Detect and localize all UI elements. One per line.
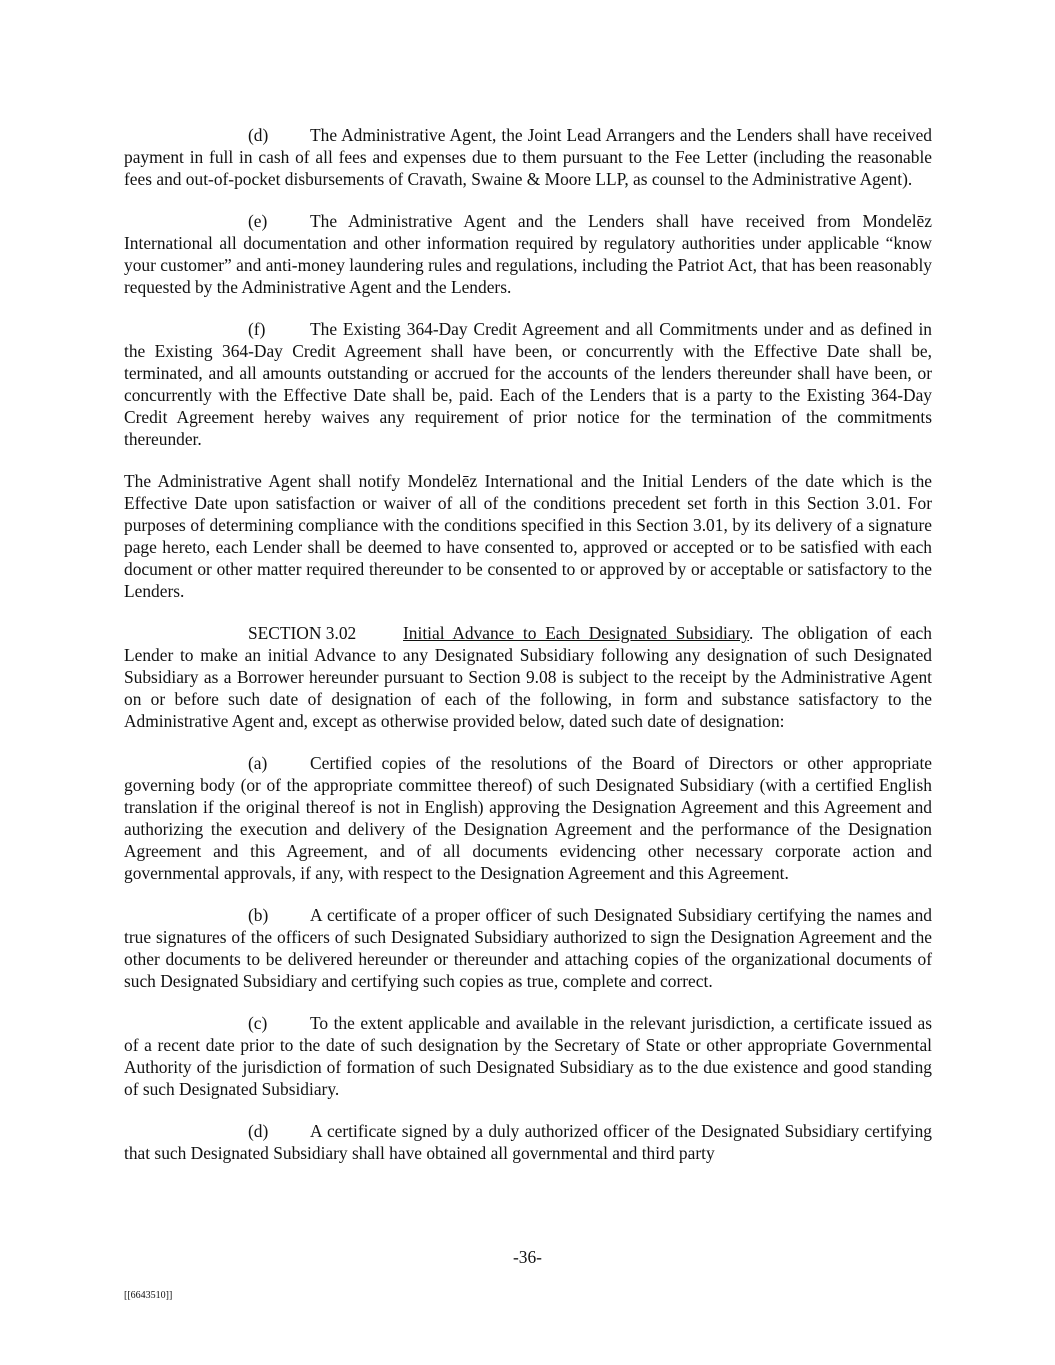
section-3-02 [124, 622, 932, 732]
document-page [124, 124, 932, 1164]
paragraph-marker: (e) [248, 211, 268, 231]
item-text: To the extent applicable and available in the relevant jurisdiction, a certificate issued as of a recent date prior to the date of such designation by the Secretary of State or other appropriate Governmental Authority of the jurisdiction of formation of such Designated Subsidiary as to the due existence and good standing of such Designated Subsidiary. [124, 1013, 932, 1099]
item-text: A certificate signed by a duly authorized officer of the Designated Subsidiary certifying that such Designated Subsidiary shall have obtained all governmental and third party [124, 1121, 932, 1163]
paragraph-d [124, 124, 932, 190]
page-number: -36- [513, 1247, 542, 1267]
item-text: Certified copies of the resolutions of the Board of Directors or other appropriate governing body (or of the appropriate committee thereof) of such Designated Subsidiary (with a certified English translation if the original thereof is not in English) approving the Designation Agreement and this Agreement and authorizing the execution and delivery of the Designation Agreement and the performance of the Designation Agreement and this Agreement, and of all documents evidencing other necessary corporate action and governmental approvals, if any, with respect to the Designation Agreement and this Agreement. [124, 753, 932, 883]
item-text: A certificate of a proper officer of such Designated Subsidiary certifying the names and true signatures of the officers of such Designated Subsidiary authorized to sign the Designation Agreement and the other documents to be delivered hereunder or thereunder and attaching copies of the organizational documents of such Designated Subsidiary and certifying such copies as true, complete and correct. [124, 905, 932, 991]
paragraph-marker: (d) [248, 125, 269, 145]
section-heading: Initial Advance to Each Designated Subsidiary [403, 623, 749, 643]
closing-paragraph: The Administrative Agent shall notify Mondelēz International and the Initial Lenders of the date which is the Effective Date upon satisfaction or waiver of all of the conditions precedent set forth in this Section 3.01. For purposes of determining compliance with the conditions specified in this Section 3.01, by its delivery of a signature page hereto, each Lender shall be deemed to have consented to, approved or accepted or to be satisfied with each document or other matter required thereunder to be consented to or approved by or acceptable or satisfactory to the Lenders. [124, 471, 932, 601]
paragraph-f [124, 318, 932, 450]
paragraph-text: The Existing 364-Day Credit Agreement and all Commitments under and as defined in the Existing 364-Day Credit Agreement shall have been, or concurrently with the Effective Date shall be, terminated, and all amounts outstanding or accrued for the accounts of the lenders thereunder shall have been, or concurrently with the Effective Date shall be, paid. Each of the Lenders that is a party to the Existing 364-Day Credit Agreement hereby waives any requirement of prior notice for the termination of the commitments thereunder. [124, 319, 932, 449]
paragraph-marker: (f) [248, 319, 266, 339]
paragraph-e [124, 210, 932, 298]
item-marker: (d) [248, 1121, 269, 1141]
item-marker: (b) [248, 905, 269, 925]
paragraph-text: The Administrative Agent, the Joint Lead Arrangers and the Lenders shall have received payment in full in cash of all fees and expenses due to them pursuant to the Fee Letter (including the reasonable fees and out-of-pocket disbursements of Cravath, Swaine & Moore LLP, as counsel to the Administrative Agent). [124, 125, 932, 189]
section-number: SECTION 3.02 [248, 623, 357, 643]
paragraph-text: The Administrative Agent and the Lenders shall have received from Mondelēz International all documentation and other information required by regulatory authorities under applicable “know your customer” and anti-money laundering rules and regulations, including the Patriot Act, that has been reasonably requested by the Administrative Agent and the Lenders. [124, 211, 932, 297]
section-item-d [124, 1120, 932, 1164]
section-item-b [124, 904, 932, 992]
document-id: [[6643510]] [124, 1290, 173, 1301]
item-marker: (a) [248, 753, 268, 773]
item-marker: (c) [248, 1013, 268, 1033]
section-item-a [124, 752, 932, 884]
section-item-c [124, 1012, 932, 1100]
section-text: The obligation of each Lender to make an initial Advance to any Designated Subsidiary following any designation of such Designated Subsidiary as a Borrower hereunder pursuant to Section 9.08 is subject to the receipt by the Administrative Agent on or before such date of designation of each of the following, in form and substance satisfactory to the Administrative Agent and, except as otherwise provided below, dated such date of designation: [124, 623, 932, 731]
section-heading-punct: . [748, 623, 754, 643]
